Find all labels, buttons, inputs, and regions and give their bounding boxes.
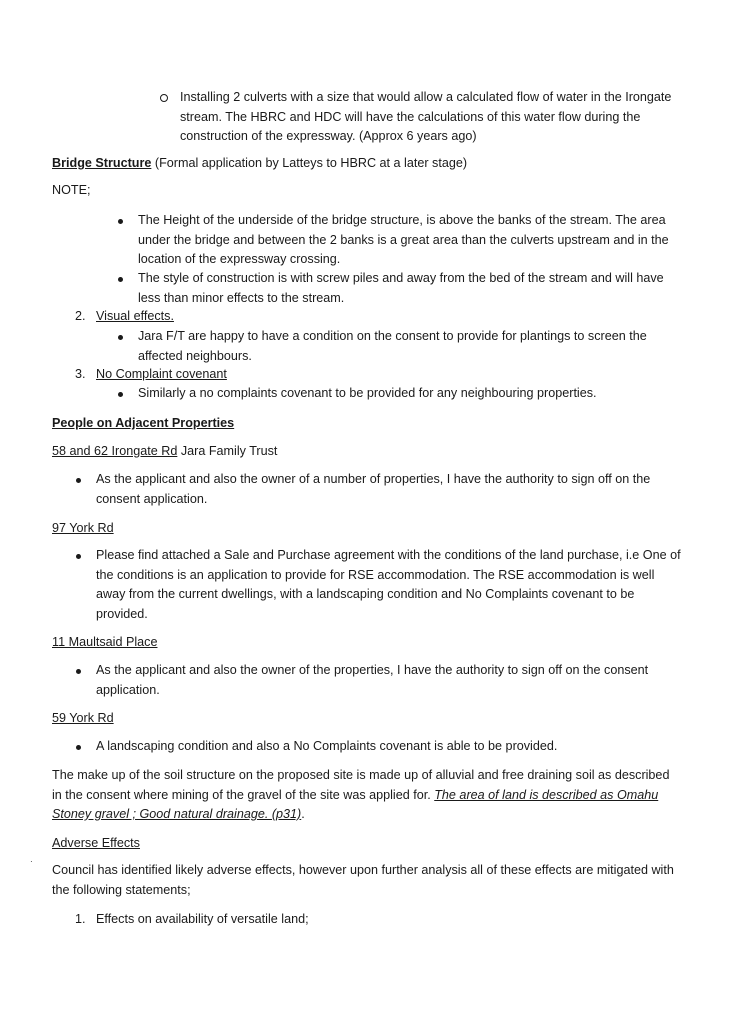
soil-end: .: [301, 807, 305, 821]
property-bullet-text: A landscaping condition and also a No Complaints covenant is able to be provided.: [96, 739, 558, 753]
property-address: 59 York Rd: [52, 711, 114, 725]
visual-effects-bullet: [138, 327, 682, 366]
list-number: 1.: [75, 912, 86, 926]
bullet-icon: [76, 745, 81, 750]
property-bullet-text: As the applicant and also the owner of the properties, I have the authority to sign off on the consent application.: [96, 663, 649, 697]
bridge-heading: Bridge Structure: [52, 156, 152, 170]
property-owner: Jara Family Trust: [177, 444, 278, 458]
bridge-bullet-2-text: The style of construction is with screw piles and away from the bed of the stream and will have less than minor effects to the stream.: [138, 271, 664, 305]
bullet-icon: [118, 392, 123, 397]
soil-quote: The area of land is described as Omahu Stoney gravel ; Good natural drainage. (p31): [52, 787, 659, 821]
property-bullet: [96, 737, 682, 757]
adverse-heading: Adverse Effects: [52, 836, 140, 850]
culvert-list-item: [180, 88, 682, 147]
bridge-bullet-1: [138, 211, 682, 270]
bridge-bullet-1-text: The Height of the underside of the bridge structure, is above the banks of the stream. The area under the bridge and between the 2 banks is a great area than the culverts upstream and in the location of the expressway crossing.: [138, 213, 669, 266]
people-heading: People on Adjacent Properties: [52, 416, 235, 430]
hollow-bullet-icon: [160, 94, 168, 102]
property-heading: [52, 442, 682, 462]
bridge-heading-line: [52, 154, 682, 174]
visual-effects-heading-item: [75, 307, 682, 327]
visual-effects-text: Jara F/T are happy to have a condition on the consent to provide for plantings to screen the affected neighbours.: [138, 329, 647, 363]
covenant-text: Similarly a no complaints covenant to be provided for any neighbouring properties.: [138, 386, 597, 400]
adverse-list-item: [75, 910, 682, 930]
bridge-heading-note: (Formal application by Latteys to HBRC at a later stage): [151, 156, 468, 170]
list-number: 2.: [75, 309, 86, 323]
property-bullet: [96, 661, 682, 700]
culvert-text: Installing 2 culverts with a size that would allow a calculated flow of water in the Irongate stream. The HBRC and HDC will have the calculations of this water flow during the construction of the expressway. (Approx 6 years ago): [180, 90, 672, 143]
visual-effects-heading: Visual effects.: [96, 309, 174, 323]
bullet-icon: [76, 669, 81, 674]
margin-mark: ·: [30, 857, 33, 866]
soil-text: The make up of the soil structure on the proposed site is made up of alluvial and free draining soil as described in the consent where mining of the gravel of the site was applied for.: [52, 768, 670, 802]
list-number: 3.: [75, 367, 86, 381]
property-bullet-text: As the applicant and also the owner of a number of properties, I have the authority to sign off on the consent application.: [96, 472, 651, 506]
covenant-heading: No Complaint covenant: [96, 367, 227, 381]
property-address: 11 Maultsaid Place: [52, 635, 158, 649]
property-bullet-text: Please find attached a Sale and Purchase agreement with the conditions of the land purchase, i.e One of the conditions is an application to provide for RSE accommodation. The RSE accommodation is well away from the current dwellings, with a landscaping condition and No Complaints covenant to be provided.: [96, 548, 681, 621]
property-bullet: [96, 470, 682, 509]
bridge-bullet-2: [138, 269, 682, 308]
covenant-heading-item: [75, 365, 682, 385]
property-address: 97 York Rd: [52, 521, 114, 535]
adverse-item-text: Effects on availability of versatile land;: [96, 912, 309, 926]
bullet-icon: [76, 478, 81, 483]
bullet-icon: [118, 219, 123, 224]
property-bullet: [96, 546, 682, 624]
bullet-icon: [76, 554, 81, 559]
bullet-icon: [118, 335, 123, 340]
bullet-icon: [118, 277, 123, 282]
property-address: 58 and 62 Irongate Rd: [52, 444, 178, 458]
note-label: NOTE;: [52, 183, 91, 197]
covenant-bullet: [138, 384, 682, 404]
adverse-paragraph: Council has identified likely adverse effects, however upon further analysis all of these effects are mitigated with the following statements;: [52, 863, 674, 897]
soil-paragraph: [52, 766, 682, 825]
